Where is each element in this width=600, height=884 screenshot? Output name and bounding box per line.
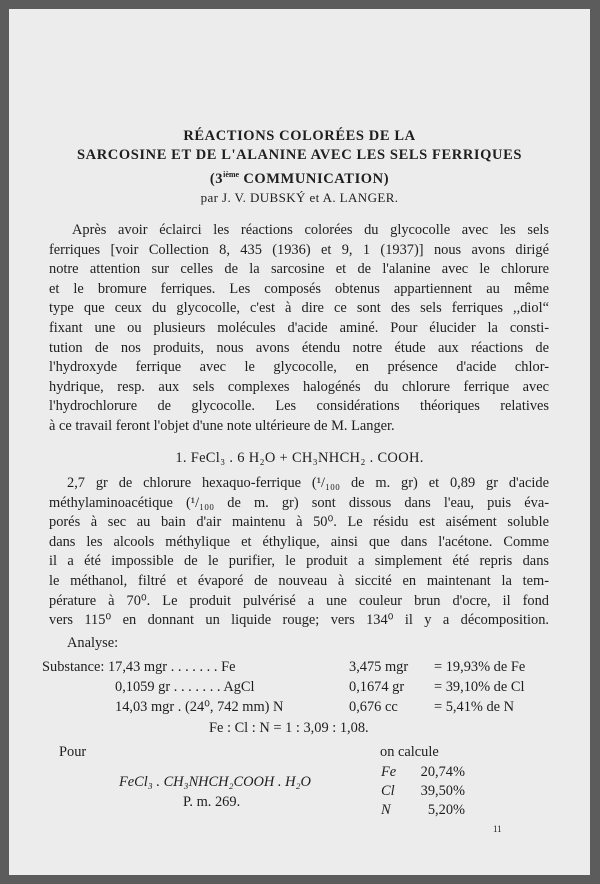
page-number: 11 (493, 824, 502, 834)
intro-line: fixant une ou plusieurs molécules d'acide aminé. Pour élucider la consti- (49, 320, 549, 336)
title-line-1: RÉACTIONS COLORÉES DE LA (183, 128, 416, 144)
body-line: dans les alcools méthylique et éthylique, ainsi que dans l'acétone. Comme (49, 533, 549, 550)
intro-line: hydrique, resp. aux sels complexes halogénés du chlorure ferrique avec (49, 378, 549, 395)
intro-line: à ce travail feront l'objet d'une note ultérieure de M. Langer. (49, 418, 395, 434)
analysis-row-lead: 14,03 mgr . (24⁰, 742 mm) N (115, 699, 284, 715)
section-heading: 1. FeCl₃ . 6 H₂O + CH₃NHCH₂ . COOH. (175, 450, 424, 466)
analysis-row-lead: Substance: 17,43 mgr . . . . . . . Fe (42, 659, 236, 675)
intro-line: tution de nos produits, nous avons étendu notre étude aux réactions de (49, 339, 549, 356)
calc-element: N (381, 802, 391, 818)
intro-line: ferriques [voir Collection 8, 435 (1936) et 9, 1 (1937)] nous avons dirigé (49, 241, 549, 258)
analysis-label: Analyse: (67, 635, 119, 651)
calc-value: 5,20% (427, 802, 465, 818)
body-line: méthylaminoacétique (¹/₁₀₀ de m. gr) sont dissous dans l'eau, puis éva- (49, 494, 549, 511)
intro-line: et le bromure ferriques. Les composés obtenus appartiennent au même (49, 280, 549, 297)
intro-line: type que ceux du glycocolle, c'est à dire ce sont des sels ferriques ,,diol“ (49, 300, 549, 317)
intro-line: Après avoir éclairci les réactions colorées du glycocolle avec les sels (72, 222, 549, 238)
body-line: il a été impossible de le purifier, le produit a simplement été repris dans (49, 553, 549, 570)
analysis-row-amount: 3,475 mgr (349, 659, 409, 675)
authors: par J. V. DUBSKÝ et A. LANGER. (200, 190, 399, 205)
title-line-3: (3ième COMMUNICATION) (209, 170, 390, 187)
body-line: porés à sec au bain d'air maintenu à 50⁰. Le résidu est aisément soluble (49, 514, 549, 531)
analysis-row-amount: 0,1674 gr (349, 679, 405, 695)
calc-element: Cl (381, 783, 395, 799)
intro-line: l'hydroxyde ferrique avec le glycocolle, en présence d'acide chlor- (49, 359, 549, 376)
analysis-row-result: = 19,93% de Fe (434, 659, 526, 675)
calc-value: 20,74% (420, 764, 465, 780)
calc-element: Fe (381, 764, 397, 780)
calc-molar-mass: P. m. 269. (183, 794, 241, 810)
page-sheet (9, 9, 590, 875)
body-line: le méthanol, filtré et évaporé de nouveau à siccité en maintenant la tem- (49, 573, 549, 589)
title-line-2: SARCOSINE ET DE L'ALANINE AVEC LES SELS FERRIQUES (76, 147, 523, 163)
intro-line: l'hydrochlorure de glycocolle. Les considérations théoriques relatives (49, 398, 549, 415)
intro-line: notre attention sur celles de la sarcosine et de l'alanine avec le chlorure (49, 261, 549, 278)
body-line: 2,7 gr de chlorure hexaquo-ferrique (¹/₁₀₀ de m. gr) et 0,89 gr d'acide (67, 475, 549, 491)
calc-pour: Pour (59, 744, 87, 760)
calc-formula: FeCl₃ . CH₃NHCH₂COOH . H₂O (119, 774, 311, 790)
body-line: vers 115⁰ en donnant un liquide rouge; vers 134⁰ il y a décomposition. (49, 612, 549, 629)
calc-on-calcule: on calcule (380, 744, 439, 760)
calc-value: 39,50% (420, 783, 465, 799)
analysis-row-amount: 0,676 cc (349, 699, 398, 715)
body-line: pérature à 70⁰. Le produit pulvérisé a une couleur brun d'ocre, il fond (49, 592, 549, 609)
analysis-row-lead: 0,1059 gr . . . . . . . AgCl (115, 679, 255, 695)
analysis-row-result: = 5,41% de N (434, 699, 515, 715)
analysis-row-result: = 39,10% de Cl (434, 679, 525, 695)
analysis-ratio: Fe : Cl : N = 1 : 3,09 : 1,08. (209, 720, 369, 736)
